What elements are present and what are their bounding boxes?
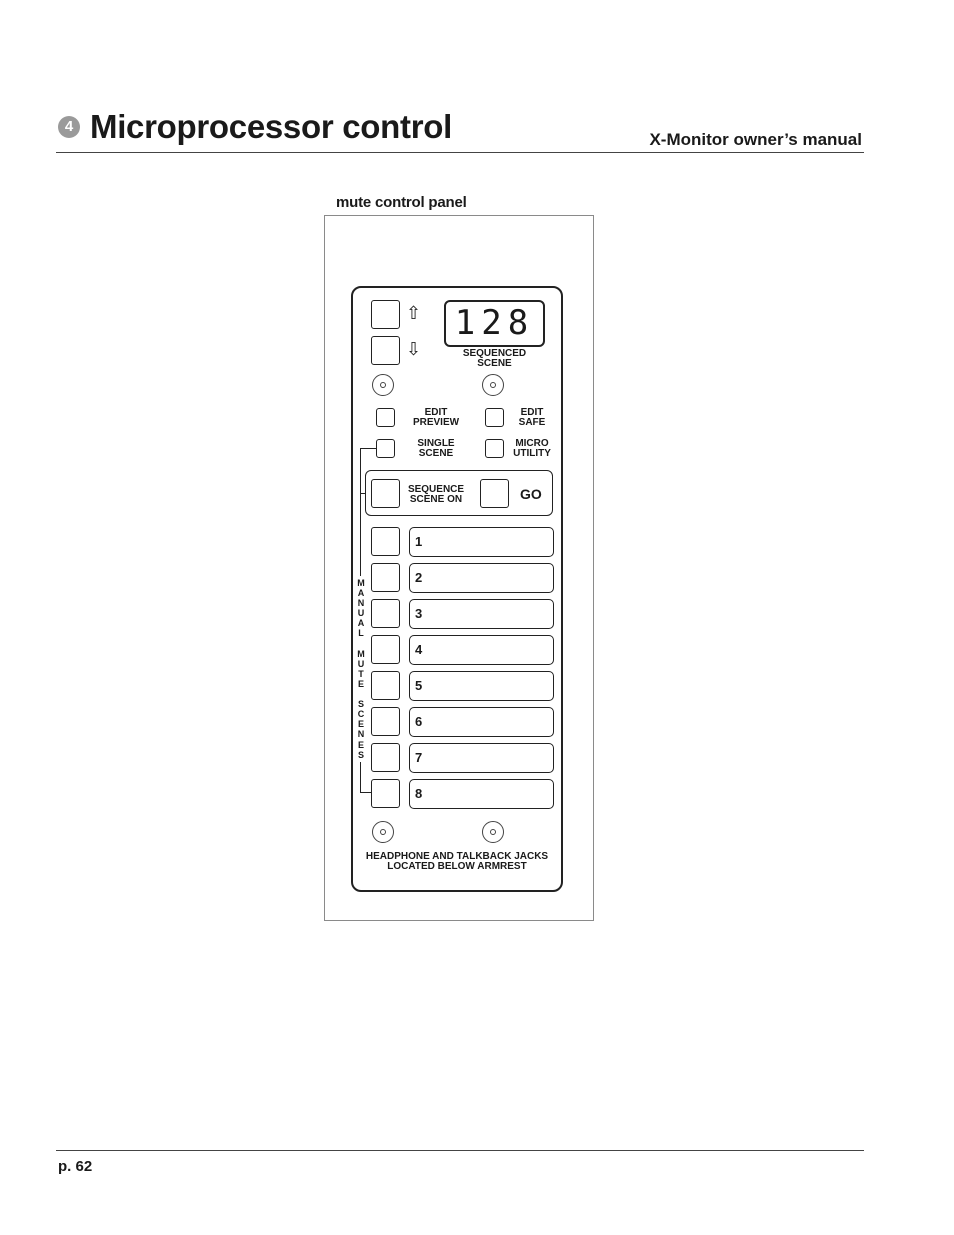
bracket-line [360,448,361,576]
micro-utility-button [485,439,504,458]
manual-title: X-Monitor owner’s manual [649,130,862,149]
display-label: SEQUENCED SCENE [462,348,527,369]
page-number: p. 62 [58,1158,93,1175]
sequence-scene-on-label: SEQUENCE SCENE ON [407,484,465,505]
scene-label-box: 5 [409,671,554,701]
edit-preview-button [376,408,395,427]
edit-safe-button [485,408,504,427]
jack-knob [372,374,394,396]
scene-button [371,779,400,808]
single-scene-label: SINGLE SCENE [417,438,455,459]
go-label: GO [520,486,542,502]
scene-button [371,671,400,700]
scene-label-box: 4 [409,635,554,665]
scene-label-box: 8 [409,779,554,809]
chapter-title: Microprocessor control [90,108,452,145]
scene-label-box: 7 [409,743,554,773]
header-rule [56,152,864,153]
bracket-line [360,448,376,449]
scene-label-box: 6 [409,707,554,737]
chapter-number-badge: 4 [58,116,80,138]
go-button [480,479,509,508]
micro-utility-label: MICRO UTILITY [513,438,551,459]
down-arrow-icon: ⇩ [406,339,422,360]
edit-preview-label: EDIT PREVIEW [412,407,460,428]
scene-down-button [371,336,400,365]
scene-label-box: 3 [409,599,554,629]
scene-label-box: 1 [409,527,554,557]
sequence-scene-on-button [371,479,400,508]
bracket-line [360,762,361,792]
footer-rule [56,1150,864,1151]
bracket-line [360,792,371,793]
scene-button [371,743,400,772]
jack-knob [482,374,504,396]
scene-button [371,527,400,556]
single-scene-button [376,439,395,458]
scene-display: 128 [444,300,545,347]
manual-mute-scenes-label: M A N U A L M U T E S C E N E S [357,578,365,760]
scene-button [371,563,400,592]
scene-up-button [371,300,400,329]
scene-button [371,635,400,664]
edit-safe-label: EDIT SAFE [518,407,546,428]
scene-button [371,707,400,736]
jacks-label: HEADPHONE AND TALKBACK JACKS LOCATED BELOW ARMREST [365,851,549,872]
scene-label-box: 2 [409,563,554,593]
up-arrow-icon: ⇧ [406,303,422,324]
figure-caption: mute control panel [336,194,467,211]
scene-button [371,599,400,628]
jack-knob [482,821,504,843]
jack-knob [372,821,394,843]
